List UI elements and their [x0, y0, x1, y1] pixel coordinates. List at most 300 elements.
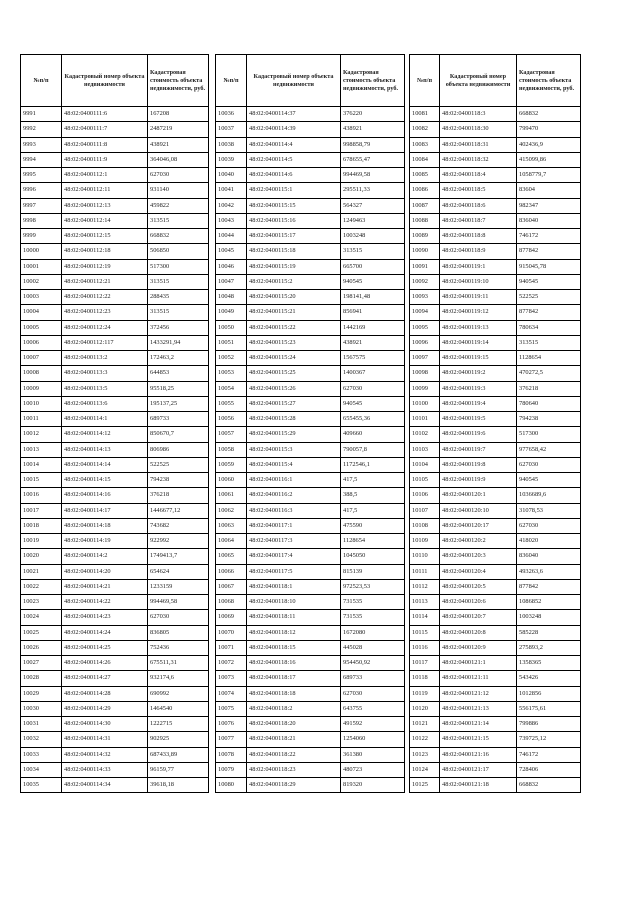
row-number: 10103: [410, 442, 440, 457]
row-number: 10111: [410, 564, 440, 579]
table-row: [21, 640, 209, 655]
cadastral-cost: 313515: [148, 274, 209, 289]
table-row: [21, 518, 209, 533]
row-number: 10058: [216, 442, 247, 457]
row-number: 10000: [21, 244, 62, 259]
cadastral-cost: 940545: [341, 274, 405, 289]
row-number: 10021: [21, 564, 62, 579]
row-number: 10098: [410, 366, 440, 381]
cadastral-cost: 994469,58: [341, 168, 405, 183]
cadastral-number: 48:02:0400118:22: [247, 747, 341, 762]
row-number: 10032: [21, 732, 62, 747]
table-row: [410, 427, 581, 442]
cadastral-cost: 731535: [341, 610, 405, 625]
cadastral-cost: 1172546,1: [341, 457, 405, 472]
cadastral-cost: 313515: [517, 335, 581, 350]
cadastral-cost: 627030: [341, 381, 405, 396]
cadastral-number: 48:02:0400114:5: [247, 152, 341, 167]
row-number: 10113: [410, 595, 440, 610]
cadastral-cost: 689733: [341, 671, 405, 686]
cadastral-number: 48:02:0400114:19: [62, 534, 148, 549]
row-number: 10108: [410, 518, 440, 533]
cadastral-cost: 931140: [148, 183, 209, 198]
table-row: [410, 412, 581, 427]
cadastral-cost: 902925: [148, 732, 209, 747]
row-number: 10025: [21, 625, 62, 640]
cadastral-number: 48:02:0400114:28: [62, 686, 148, 701]
row-number: 10107: [410, 503, 440, 518]
cadastral-number: 48:02:0400115:16: [247, 213, 341, 228]
cadastral-number: 48:02:0400114:26: [62, 656, 148, 671]
cadastral-number: 48:02:0400118:1: [247, 579, 341, 594]
table-row: [216, 717, 405, 732]
cadastral-cost: 409660: [341, 427, 405, 442]
cadastral-table-1: [20, 54, 209, 793]
cadastral-cost: 806986: [148, 442, 209, 457]
cadastral-cost: 922992: [148, 534, 209, 549]
table-row: [21, 656, 209, 671]
cadastral-cost: 438921: [341, 122, 405, 137]
cadastral-number: 48:02:0400118:7: [440, 213, 517, 228]
table-row: [410, 198, 581, 213]
table-row: [21, 534, 209, 549]
cadastral-number: 48:02:0400114:20: [62, 564, 148, 579]
cadastral-number: 48:02:0400114:39: [247, 122, 341, 137]
table-row: [216, 198, 405, 213]
row-number: 10051: [216, 335, 247, 350]
cadastral-number: 48:02:0400112:19: [62, 259, 148, 274]
row-number: 9992: [21, 122, 62, 137]
cadastral-cost: 376218: [148, 488, 209, 503]
cadastral-number: 48:02:0400114:32: [62, 747, 148, 762]
cadastral-number: 48:02:0400119:6: [440, 427, 517, 442]
table-row: [21, 122, 209, 137]
row-number: 10068: [216, 595, 247, 610]
table-row: [21, 183, 209, 198]
cadastral-cost: 856941: [341, 305, 405, 320]
cadastral-number: 48:02:0400114:24: [62, 625, 148, 640]
cadastral-number: 48:02:0400115:21: [247, 305, 341, 320]
row-number: 10106: [410, 488, 440, 503]
table-row: [410, 595, 581, 610]
cadastral-cost: 668832: [148, 229, 209, 244]
cadastral-number: 48:02:0400120:4: [440, 564, 517, 579]
cadastral-cost: 459822: [148, 198, 209, 213]
cadastral-cost: 780640: [517, 396, 581, 411]
cadastral-cost: 491592: [341, 717, 405, 732]
table-row: [216, 595, 405, 610]
cadastral-number: 48:02:0400115:24: [247, 351, 341, 366]
row-number: 10105: [410, 473, 440, 488]
cadastral-number: 48:02:0400115:23: [247, 335, 341, 350]
table-row: [21, 244, 209, 259]
row-number: 10102: [410, 427, 440, 442]
table-row: [216, 305, 405, 320]
cadastral-number: 48:02:0400118:2: [247, 701, 341, 716]
row-number: 10057: [216, 427, 247, 442]
cadastral-number: 48:02:0400118:17: [247, 671, 341, 686]
cadastral-number: 48:02:0400118:31: [440, 137, 517, 152]
row-number: 10083: [410, 137, 440, 152]
row-number: 10067: [216, 579, 247, 594]
cadastral-number: 48:02:0400114:21: [62, 579, 148, 594]
table-row: [216, 152, 405, 167]
row-number: 10056: [216, 412, 247, 427]
cadastral-number: 48:02:0400114:16: [62, 488, 148, 503]
cadastral-cost: 361380: [341, 747, 405, 762]
cadastral-number: 48:02:0400114:12: [62, 427, 148, 442]
cadastral-cost: 836805: [148, 625, 209, 640]
cadastral-cost: 675511,31: [148, 656, 209, 671]
row-number: 10066: [216, 564, 247, 579]
cadastral-cost: 678655,47: [341, 152, 405, 167]
table-row: [216, 473, 405, 488]
cadastral-number: 48:02:0400119:3: [440, 381, 517, 396]
cadastral-cost: 1003248: [517, 610, 581, 625]
table-row: [21, 488, 209, 503]
table-row: [410, 442, 581, 457]
cadastral-cost: 522525: [148, 457, 209, 472]
cadastral-cost: 877842: [517, 305, 581, 320]
table-row: [410, 762, 581, 777]
table-row: [216, 229, 405, 244]
row-number: 10119: [410, 686, 440, 701]
row-number: 10072: [216, 656, 247, 671]
cadastral-cost: 643755: [341, 701, 405, 716]
table-row: [410, 686, 581, 701]
row-number: 10062: [216, 503, 247, 518]
row-number: 10059: [216, 457, 247, 472]
row-number: 10045: [216, 244, 247, 259]
cadastral-cost: 752436: [148, 640, 209, 655]
cadastral-cost: 1045050: [341, 549, 405, 564]
row-number: 10087: [410, 198, 440, 213]
header-cadastral-cost: Кадастровая стоимость объекта недвижимости, руб.: [517, 55, 581, 107]
cadastral-cost: 313515: [341, 244, 405, 259]
cadastral-cost: 627030: [148, 168, 209, 183]
cadastral-number: 48:02:0400117:4: [247, 549, 341, 564]
row-number: 10109: [410, 534, 440, 549]
row-number: 10100: [410, 396, 440, 411]
table-row: [21, 610, 209, 625]
cadastral-cost: 932174,6: [148, 671, 209, 686]
cadastral-number: 48:02:0400119:4: [440, 396, 517, 411]
table-row: [410, 107, 581, 122]
cadastral-number: 48:02:0400119:5: [440, 412, 517, 427]
row-number: 10031: [21, 717, 62, 732]
cadastral-cost: 1036689,6: [517, 488, 581, 503]
cadastral-cost: 739725,12: [517, 732, 581, 747]
cadastral-number: 48:02:0400112:14: [62, 213, 148, 228]
cadastral-number: 48:02:0400118:16: [247, 656, 341, 671]
table-row: [21, 732, 209, 747]
table-row: [410, 457, 581, 472]
cadastral-number: 48:02:0400112:11: [62, 183, 148, 198]
cadastral-cost: 780634: [517, 320, 581, 335]
cadastral-number: 48:02:0400118:4: [440, 168, 517, 183]
row-number: 9998: [21, 213, 62, 228]
table-row: [21, 305, 209, 320]
table-row: [410, 640, 581, 655]
cadastral-number: 48:02:0400112:22: [62, 290, 148, 305]
row-number: 9997: [21, 198, 62, 213]
table-row: [21, 579, 209, 594]
cadastral-number: 48:02:0400120:7: [440, 610, 517, 625]
row-number: 10012: [21, 427, 62, 442]
cadastral-number: 48:02:0400120:6: [440, 595, 517, 610]
table-row: [21, 762, 209, 777]
table-row: [21, 229, 209, 244]
cadastral-cost: 668832: [517, 107, 581, 122]
row-number: 10099: [410, 381, 440, 396]
cadastral-cost: 1749413,7: [148, 549, 209, 564]
table-row: [410, 503, 581, 518]
table-row: [216, 442, 405, 457]
row-number: 10070: [216, 625, 247, 640]
cadastral-number: 48:02:0400115:4: [247, 457, 341, 472]
cadastral-number: 48:02:0400117:1: [247, 518, 341, 533]
cadastral-cost: 522525: [517, 290, 581, 305]
cadastral-number: 48:02:0400114:31: [62, 732, 148, 747]
row-number: 10092: [410, 274, 440, 289]
table-row: [410, 488, 581, 503]
cadastral-cost: 1058779,7: [517, 168, 581, 183]
cadastral-cost: 96159,77: [148, 762, 209, 777]
table-row: [21, 717, 209, 732]
table-row: [410, 274, 581, 289]
table-row: [410, 473, 581, 488]
cadastral-number: 48:02:0400112:13: [62, 198, 148, 213]
row-number: 10049: [216, 305, 247, 320]
row-number: 10122: [410, 732, 440, 747]
cadastral-number: 48:02:0400114:30: [62, 717, 148, 732]
cadastral-number: 48:02:0400120:2: [440, 534, 517, 549]
cadastral-number: 48:02:0400115:18: [247, 244, 341, 259]
table-row: [410, 717, 581, 732]
cadastral-cost: 1446677,12: [148, 503, 209, 518]
cadastral-cost: 288435: [148, 290, 209, 305]
table-row: [410, 229, 581, 244]
table-row: [216, 488, 405, 503]
row-number: 10094: [410, 305, 440, 320]
table-row: [216, 732, 405, 747]
row-number: 10095: [410, 320, 440, 335]
cadastral-cost: 1086852: [517, 595, 581, 610]
cadastral-number: 48:02:0400116:2: [247, 488, 341, 503]
table-row: [21, 549, 209, 564]
cadastral-number: 48:02:0400118:29: [247, 778, 341, 793]
cadastral-number: 48:02:0400120:1: [440, 488, 517, 503]
cadastral-number: 48:02:0400119:12: [440, 305, 517, 320]
row-number: 10071: [216, 640, 247, 655]
cadastral-cost: 954450,92: [341, 656, 405, 671]
cadastral-number: 48:02:0400121:17: [440, 762, 517, 777]
table-row: [21, 595, 209, 610]
header-num: №п/п: [216, 55, 247, 107]
cadastral-cost: 364046,08: [148, 152, 209, 167]
cadastral-cost: 83604: [517, 183, 581, 198]
row-number: 10001: [21, 259, 62, 274]
cadastral-number: 48:02:0400114:13: [62, 442, 148, 457]
cadastral-cost: 2487219: [148, 122, 209, 137]
row-number: 10052: [216, 351, 247, 366]
row-number: 10011: [21, 412, 62, 427]
row-number: 10023: [21, 595, 62, 610]
cadastral-number: 48:02:0400117:5: [247, 564, 341, 579]
cadastral-cost: 313515: [148, 213, 209, 228]
row-number: 10074: [216, 686, 247, 701]
row-number: 10024: [21, 610, 62, 625]
cadastral-cost: 1254060: [341, 732, 405, 747]
table-row: [216, 610, 405, 625]
cadastral-cost: 376220: [341, 107, 405, 122]
table-row: [216, 366, 405, 381]
cadastral-number: 48:02:0400121:18: [440, 778, 517, 793]
table-row: [216, 137, 405, 152]
table-row: [21, 137, 209, 152]
cadastral-number: 48:02:0400118:8: [440, 229, 517, 244]
cadastral-cost: 1222715: [148, 717, 209, 732]
cadastral-cost: 836040: [517, 213, 581, 228]
row-number: 10079: [216, 762, 247, 777]
cadastral-cost: 794238: [148, 473, 209, 488]
cadastral-number: 48:02:0400115:28: [247, 412, 341, 427]
cadastral-cost: 790057,8: [341, 442, 405, 457]
table-row: [216, 351, 405, 366]
row-number: 9999: [21, 229, 62, 244]
cadastral-number: 48:02:0400118:6: [440, 198, 517, 213]
cadastral-number: 48:02:0400118:10: [247, 595, 341, 610]
row-number: 10064: [216, 534, 247, 549]
row-number: 10046: [216, 259, 247, 274]
row-number: 10101: [410, 412, 440, 427]
cadastral-cost: 746172: [517, 229, 581, 244]
row-number: 10084: [410, 152, 440, 167]
row-number: 10040: [216, 168, 247, 183]
table-row: [216, 427, 405, 442]
table-row: [21, 442, 209, 457]
table-row: [216, 762, 405, 777]
table-row: [21, 213, 209, 228]
table-row: [410, 168, 581, 183]
header-cadastral-cost: Кадастровая стоимость объекта недвижимости, руб.: [148, 55, 209, 107]
table-row: [410, 290, 581, 305]
cadastral-cost: 794238: [517, 412, 581, 427]
cadastral-number: 48:02:0400114:25: [62, 640, 148, 655]
cadastral-number: 48:02:0400118:5: [440, 183, 517, 198]
cadastral-cost: 799470: [517, 122, 581, 137]
table-row: [216, 122, 405, 137]
table-row: [410, 244, 581, 259]
cadastral-cost: 877842: [517, 579, 581, 594]
row-number: 10104: [410, 457, 440, 472]
row-number: 10028: [21, 671, 62, 686]
row-number: 10007: [21, 351, 62, 366]
cadastral-cost: 743682: [148, 518, 209, 533]
row-number: 10048: [216, 290, 247, 305]
table-row: [216, 549, 405, 564]
table-row: [216, 290, 405, 305]
row-number: 10069: [216, 610, 247, 625]
table-row: [216, 564, 405, 579]
cadastral-cost: 585228: [517, 625, 581, 640]
table-row: [216, 686, 405, 701]
cadastral-cost: 506850: [148, 244, 209, 259]
table-row: [216, 259, 405, 274]
cadastral-number: 48:02:0400118:18: [247, 686, 341, 701]
cadastral-cost: 417,5: [341, 503, 405, 518]
cadastral-cost: 445028: [341, 640, 405, 655]
cadastral-cost: 1012856: [517, 686, 581, 701]
cadastral-number: 48:02:0400121:12: [440, 686, 517, 701]
table-row: [216, 320, 405, 335]
cadastral-number: 48:02:0400118:20: [247, 717, 341, 732]
cadastral-cost: 543426: [517, 671, 581, 686]
cadastral-number: 48:02:0400114:29: [62, 701, 148, 716]
cadastral-cost: 731535: [341, 595, 405, 610]
row-number: 10005: [21, 320, 62, 335]
row-number: 10009: [21, 381, 62, 396]
table-row: [21, 274, 209, 289]
cadastral-cost: 438921: [341, 335, 405, 350]
row-number: 10044: [216, 229, 247, 244]
row-number: 10041: [216, 183, 247, 198]
row-number: 10050: [216, 320, 247, 335]
row-number: 10015: [21, 473, 62, 488]
table-row: [410, 152, 581, 167]
cadastral-cost: 313515: [148, 305, 209, 320]
table-row: [216, 656, 405, 671]
table-header-row: [21, 55, 209, 107]
cadastral-number: 48:02:0400119:15: [440, 351, 517, 366]
cadastral-cost: 940545: [341, 396, 405, 411]
table-row: [21, 564, 209, 579]
row-number: 10082: [410, 122, 440, 137]
row-number: 9996: [21, 183, 62, 198]
row-number: 9995: [21, 168, 62, 183]
cadastral-cost: 977658,42: [517, 442, 581, 457]
cadastral-cost: 556175,61: [517, 701, 581, 716]
cadastral-cost: 940545: [517, 473, 581, 488]
row-number: 10002: [21, 274, 62, 289]
cadastral-number: 48:02:0400120:8: [440, 625, 517, 640]
cadastral-cost: 1442169: [341, 320, 405, 335]
table-row: [216, 747, 405, 762]
cadastral-cost: 517300: [517, 427, 581, 442]
row-number: 10039: [216, 152, 247, 167]
table-row: [216, 274, 405, 289]
cadastral-number: 48:02:0400115:15: [247, 198, 341, 213]
cadastral-cost: 475590: [341, 518, 405, 533]
cadastral-number: 48:02:0400117:3: [247, 534, 341, 549]
table-row: [410, 183, 581, 198]
cadastral-number: 48:02:0400112:21: [62, 274, 148, 289]
cadastral-number: 48:02:0400118:11: [247, 610, 341, 625]
cadastral-cost: 198141,48: [341, 290, 405, 305]
header-cadastral-number: Кадастровый номер объекта недвижимости: [440, 55, 517, 107]
cadastral-cost: 819320: [341, 778, 405, 793]
table-row: [216, 396, 405, 411]
cadastral-number: 48:02:0400118:21: [247, 732, 341, 747]
header-num: №п/п: [410, 55, 440, 107]
cadastral-cost: 415099,86: [517, 152, 581, 167]
cadastral-number: 48:02:0400112:15: [62, 229, 148, 244]
table-row: [410, 671, 581, 686]
cadastral-number: 48:02:0400121:11: [440, 671, 517, 686]
cadastral-number: 48:02:0400118:23: [247, 762, 341, 777]
cadastral-cost: 564327: [341, 198, 405, 213]
table-row: [410, 320, 581, 335]
